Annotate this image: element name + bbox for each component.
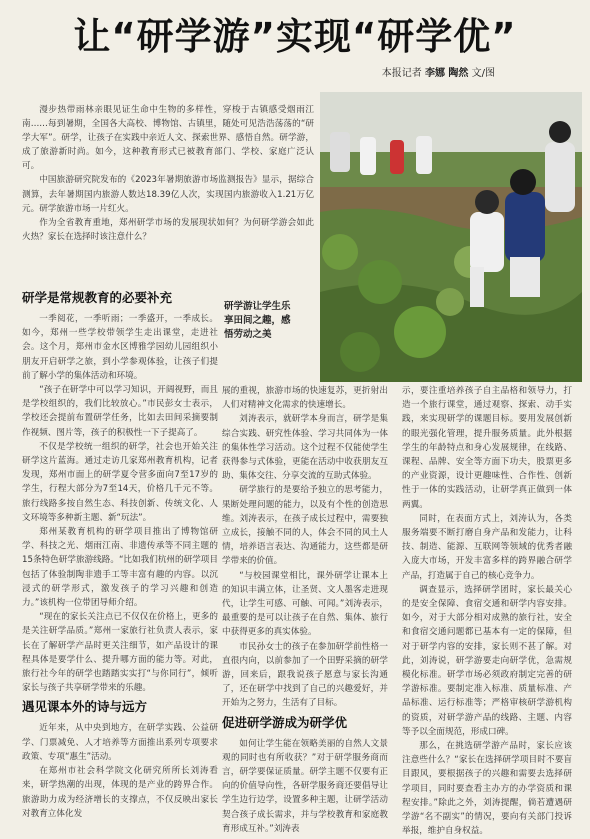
column-2: [222, 384, 388, 836]
body-paragraph: “现在的家长关注点已不仅仅在价格上，更多的是关注研学品质。”郑州一家旅行社负责人表示，家长在了解研学产品时更关注细节，如产品设计的课程具体是要学什么、提升哪方面的能力等。对此，旅行社今年的研学也踏踏实实打“与你同行”，倾听家长与孩子共享研学带来的乐趣。: [22, 612, 218, 694]
photo-illustration: [320, 92, 582, 382]
body-paragraph: “孩子在研学中可以学习知识，开阔视野，而且是学校组织的，我们比较放心。”市民彭女士表示，学校还会提前布置研学任务，比如去田间采摘要制作视频、图片等，孩子的积极性一下子提高了。: [22, 385, 218, 438]
byline-prefix: 本报记者: [381, 68, 422, 79]
photo-caption: 研学游让学生乐享田间之趣，感悟劳动之美: [224, 301, 291, 340]
lead-paragraph: 漫步热带雨林亲眼见证生命中生物的多样性，穿梭于古镇感受烟雨江南……每到暑期，全国各大高校、博物馆、古镇里，随处可见浩浩荡荡的“研学大军”。研学，让孩子在实践中亲近人文、探索世界、感悟自然。研学游，成了旅游新时尚。如今，这种教育形式已被教育部门、学校、家庭广泛认可。: [22, 105, 314, 172]
body-paragraph: 刘涛表示，就研学本身而言，研学是集综合实践、研究性体验、学习共同体为一体的集体性学习活动。这个过程不仅能使学生获得参与式体验，更能在活动中收获朋友互助、集体交往、分享交流的互助式体验。: [222, 414, 388, 482]
body-paragraph: 展的重视，旅游市场的快速复苏，更折射出人们对精神文化需求的快速增长。: [222, 386, 388, 411]
byline-authors: 李娜 陶然: [424, 68, 469, 79]
body-paragraph: “与校园课堂相比，课外研学让课本上的知识丰满立体，让圣贤、文人墨客走进现代，让学生可感、可触、可闻。”刘涛表示，最重要的是可以让孩子在自然、集体、旅行中获得更多的真实体验。: [222, 570, 388, 638]
section-heading: 遇见课本外的诗与远方: [22, 699, 148, 715]
section-heading: 研学是常规教育的必要补充: [22, 290, 173, 305]
body-paragraph: 在郑州市社会科学院文化研究所所长刘涛看来，研学热潮的出现，体现的是产业的跨界合作。旅游助力成为经济增长的支撑点，不仅反映出家长对教育立体化发: [22, 766, 218, 819]
article-photo: [320, 92, 582, 382]
body-paragraph: 调查显示，选择研学团时，家长最关心的是安全保障、食宿交通和研学内容安排。如今，对于大部分相对成熟的旅行社，安全和食宿交通问题都已基本有一定的保障，但对于研学内容的安排，家长则不甚了解。对此，刘涛说，研学游要走向研学优，急需规模化标准。研学市场必须政府制定完善的研学游标准。要制定准入标准、质量标准、产品标准、运行标准等；严格审核研学游机构的资质，对研学游产品的线路、主题、内容等予以全面规范，形成口碑。: [402, 584, 572, 737]
body-paragraph: 研学旅行的是要给予独立的思考能力，果断处理问题的能力，以及有个性的创造思维。刘涛表示，在孩子成长过程中，需要独立成长，接触不同的人，体会不同的风土人情，培养语言表达、沟通能力，这些都是研学带来的价值。: [222, 485, 388, 567]
column-3: [402, 384, 572, 839]
body-paragraph: 同时，在表面方式上，刘涛认为，各类服务端要不断打磨自身产品和发能力，让科技、制造、能源、互联网等领域的优秀者融入庞大市场，开发丰富多样的跨界融合研学产品，打造属于自己的核心竞争力。: [402, 513, 572, 581]
body-paragraph: 那么，在挑选研学游产品时，家长应该注意些什么？“家长在选择研学项目时不要盲目跟风，要根据孩子的兴趣和需要去选择研学项目，同时要查看主办方的办学资质和课程安排。”除此之外，刘涛提醒，倘若遭遇研学游“名不副实”的情况，要向有关部门投诉举报，维护自身权益。: [402, 741, 572, 837]
lead-paragraph: 作为全省教育重地，郑州研学市场的发展现状如何？为何研学游会如此火热？家长在选择时该注意什么？: [22, 217, 314, 242]
lead-paragraph: 中国旅游研究院发布的《2023年暑期旅游市场监测报告》显示，据综合测算，去年暑期国内旅游人数达18.39亿人次，实现国内旅游收入1.21万亿元。研学旅游市场一片红火。: [22, 175, 314, 214]
body-paragraph: 不仅是学校统一组织的研学，社会也开始关注研学这片蓝海。通过走访几家郑州教育机构，记者发现，郑州市面上的研学夏令营多面向7至17岁的学生，行程大部分为7至14天，价格几千元不等。旅行线路多按自然生态、科技创新、传统文化、人文环境等多种新主题、新“玩法”。: [22, 441, 218, 523]
body-paragraph: 市民孙女士的孩子在参加研学前性格一直很内向，以前参加了一个田野采摘的研学游，回来后，跟我说孩子愿意与家长沟通了，还在研学中找到了自己的兴趣爱好，并开始为之努力，生活有了目标。: [222, 641, 388, 709]
lead-paragraphs: [22, 103, 314, 244]
section-heading: 促进研学游成为研学优: [222, 714, 348, 730]
body-paragraph: 如何让学生能在领略美丽的自然人文景观的同时也有所收获？”对于研学服务商而言，研学要保证质量。研学主题不仅要有正向的价值导向性，各研学服务商还要倡导让学生边行边学，设置多种主题，让研学活动契合孩子成长需求，并与学校教育和家庭教育形成互补。”刘涛表: [222, 738, 388, 834]
body-paragraph: 近年来，从中央到地方，在研学实践、公益研学、门票减免、人才培养等方面推出系列专项要求政策、专项“惠生”活动。: [22, 723, 218, 762]
body-paragraph: 一季阅花，一季听雨；一季盛开，一季成长。如今，郑州一些学校带领学生走出课堂，走进社会。这个月，郑州市金水区博雅学园幼儿园组织小朋友开启研学之旅，到小学参观体验，让孩子们提前了解小学的集体活动和环境。: [22, 314, 218, 381]
headline: 让“研学游”实现“研学优”: [73, 15, 517, 58]
body-paragraph: 示，要注重培养孩子自主品格和领导力，打造一个旅行课堂，通过观察、探索、动手实践，来实现研学的课题目标。要用发展创新的眼光强化管理，提升服务质量。此外根据学生的年龄特点和身心发展规律，在线路、课程、品牌、安全等方面下功夫，股票更多的产业资源，设计更趣味性、合作性、创新性于一体的实践活动，让研学真正做到一体两翼。: [402, 386, 572, 510]
byline: [382, 64, 495, 79]
body-paragraph: 郑州某教育机构的研学项目推出了博物馆研学、科技之光、烟雨江南、非遗传承等不同主题的15条特色研学旅游线路。“比如我们杭州的研学项目包括了体验制陶非遗手工等丰富有趣的内容。以沉浸式的研学形式，激发孩子的学习兴趣和创造力。”该机构一位带团导师介绍。: [22, 527, 218, 609]
column-1: [22, 286, 218, 821]
byline-suffix: 文/图: [471, 68, 495, 79]
